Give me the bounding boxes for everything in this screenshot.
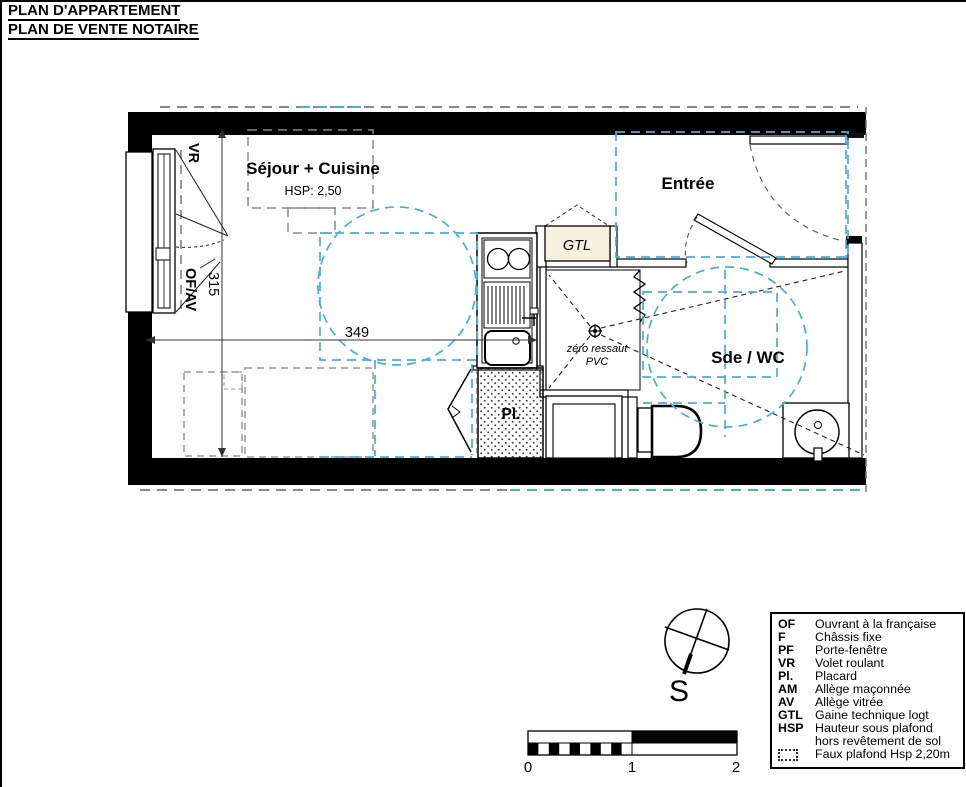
legend-code: GTL	[778, 708, 803, 722]
legend-label: Porte-fenêtre	[815, 643, 888, 657]
sink-drain	[513, 338, 519, 344]
legend-code: OF	[778, 617, 796, 631]
nightstand-outline	[184, 372, 242, 456]
burner-1	[488, 249, 509, 270]
legend-label: Gaine technique logt	[815, 708, 929, 722]
room-hsp-sejour: HSP: 2,50	[284, 184, 342, 198]
shower-note-line1: zéro ressaut	[566, 343, 628, 355]
legend-code: VR	[778, 656, 796, 670]
legend	[770, 612, 965, 769]
entry-door	[750, 136, 848, 241]
scale-tick-0: 0	[523, 759, 533, 776]
toilet	[638, 406, 701, 457]
folding-door	[448, 369, 471, 452]
room-label-placard: Pl.	[501, 406, 521, 423]
title-line-1: PLAN D'APPARTEMENT	[8, 2, 181, 19]
legend-label: Allège vitrée	[815, 695, 884, 709]
dim-315: 315	[205, 272, 221, 297]
legend-row	[778, 748, 959, 764]
sde-turning-circle	[647, 267, 807, 427]
legend-label: Placard	[815, 669, 858, 683]
compass-icon	[665, 609, 729, 708]
kitchen-sink	[485, 331, 530, 365]
legend-label: Hauteur sous plafond hors revêtement de sol	[815, 721, 942, 748]
legend-code: AM	[778, 682, 798, 696]
pillow-outline	[224, 372, 242, 389]
shower-drain	[588, 324, 602, 338]
legend-label: Faux plafond Hsp 2,20m	[815, 747, 950, 761]
ceiling-zones-gray	[248, 130, 373, 233]
legend-code: F	[778, 630, 786, 644]
dimension-height	[205, 129, 226, 457]
appliance-recess	[546, 396, 622, 458]
room-label-entree: Entrée	[661, 174, 715, 193]
legend-code: AV	[778, 695, 795, 709]
shower-note-line2: PVC	[585, 356, 609, 368]
door-direction-mark	[452, 406, 460, 418]
title-line-2: PLAN DE VENTE NOTAIRE	[8, 21, 199, 38]
gtl-label: GTL	[562, 238, 592, 254]
shower	[546, 270, 645, 390]
legend-label: Volet roulant	[815, 656, 884, 670]
legend-code: PF	[778, 643, 794, 657]
bed-outline	[245, 368, 373, 457]
legend-label: Allège maçonnée	[815, 682, 911, 696]
furniture-dashed	[184, 368, 373, 457]
legend-row	[778, 657, 959, 670]
scale-bar	[524, 731, 740, 776]
window-label-vr: VR	[185, 143, 201, 164]
legend-label: Châssis fixe	[815, 630, 882, 644]
gtl-box	[545, 226, 610, 261]
scale-tick-1: 1	[627, 759, 637, 776]
room-label-sejour: Séjour + Cuisine	[246, 159, 380, 178]
compass-south-label: S	[668, 675, 690, 708]
window-label-of-av: OF/AV	[182, 268, 198, 312]
cabinet-swing-dashes	[545, 205, 609, 226]
legend-label: Ouvrant à la française	[815, 617, 937, 631]
legend-code	[778, 748, 815, 764]
legend-code: HSP	[778, 721, 804, 735]
burner-2	[509, 249, 530, 270]
kitchen-unit	[477, 233, 538, 368]
scale-tick-2: 2	[731, 759, 741, 776]
sejour-turning-circle	[318, 207, 476, 365]
placard	[448, 368, 543, 458]
drainer	[484, 282, 530, 328]
washbasin	[783, 403, 849, 461]
room-label-sde-wc: Sde / WC	[711, 348, 785, 367]
dim-349: 349	[344, 325, 370, 341]
legend-row	[778, 722, 959, 748]
legend-code: Pl.	[778, 669, 794, 683]
faux-plafond-symbol-icon	[778, 749, 798, 761]
